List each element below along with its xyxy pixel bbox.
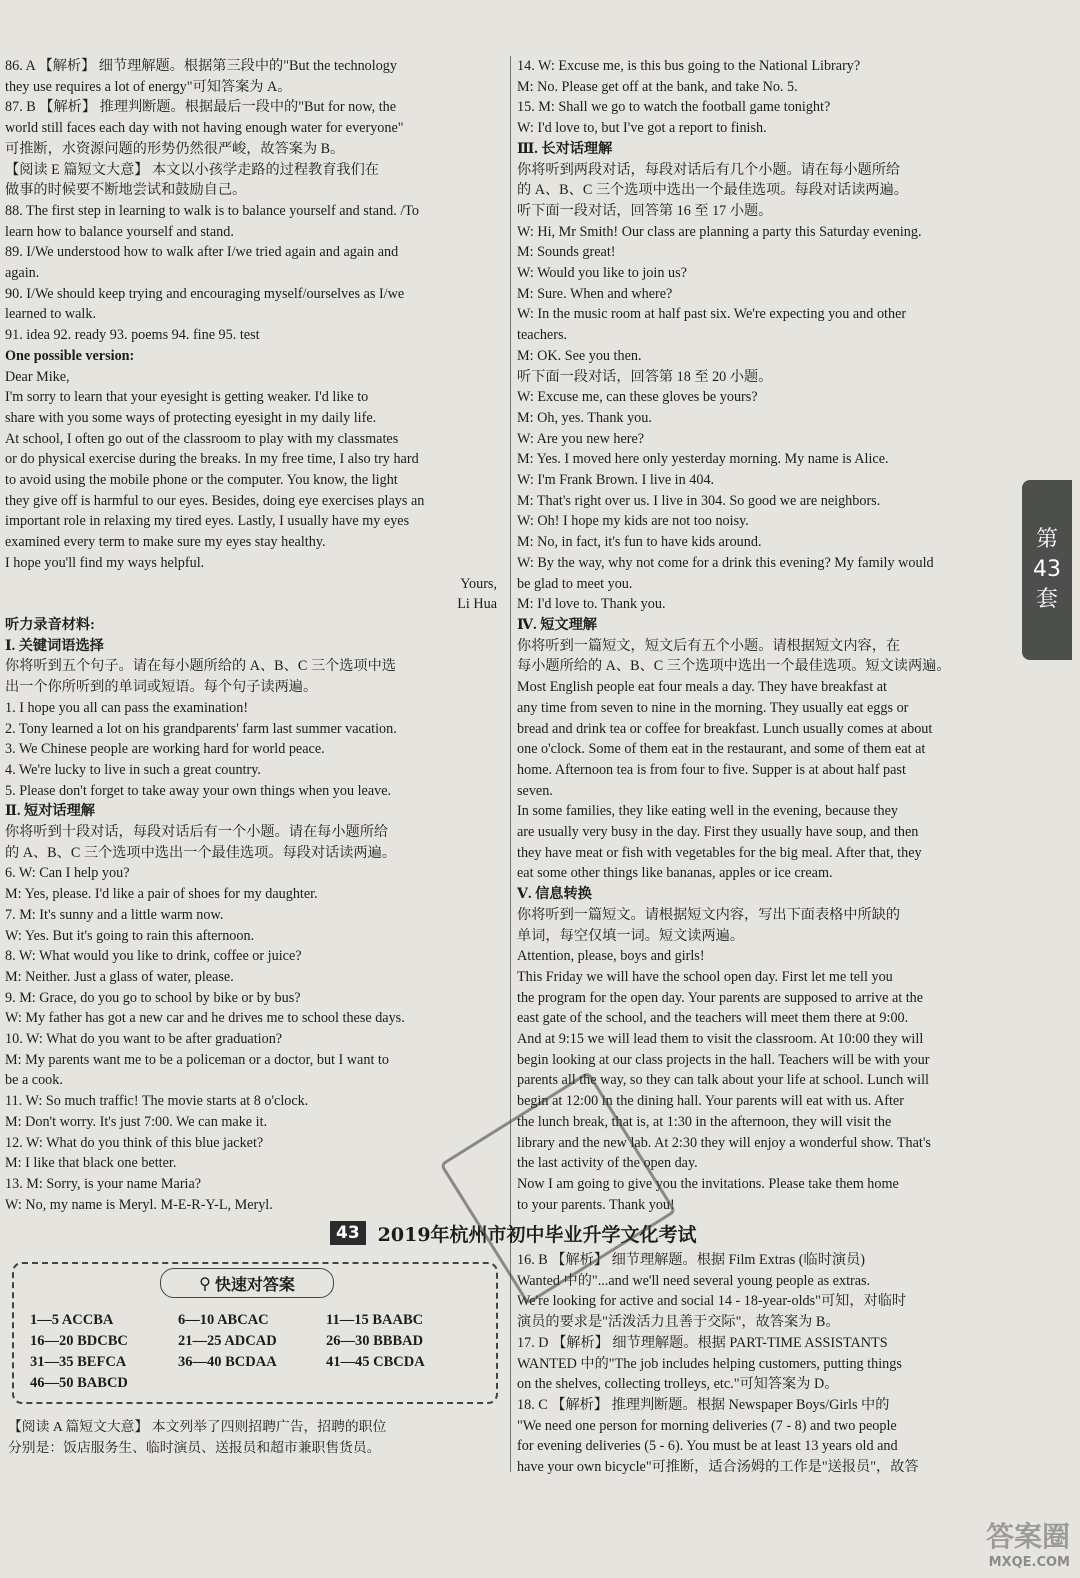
text-line: Yours,: [460, 575, 497, 592]
text-line: M: Yes, please. I'd like a pair of shoes for my daughter.: [5, 886, 318, 903]
answer-row: [30, 1375, 500, 1396]
answer-cell: 46—50 BABCD: [30, 1375, 128, 1391]
text-line: W: By the way, why not come for a drink this evening? My family would: [517, 554, 934, 571]
text-line: Ⅱ. 短对话理解: [5, 803, 95, 820]
text-line: W: Hi, Mr Smith! Our class are planning a party this Saturday evening.: [517, 223, 922, 240]
answer-cell: 26—30 BBBAD: [326, 1333, 424, 1349]
text-line: 7. M: It's sunny and a little warm now.: [5, 906, 224, 923]
answer-cell: [178, 1375, 326, 1396]
text-line: teachers.: [517, 327, 568, 344]
text-line: 9. M: Grace, do you go to school by bike or by bus?: [5, 989, 301, 1006]
text-line: 10. W: What do you want to be after graduation?: [5, 1031, 283, 1048]
answer-cell: 6—10 ABCAC: [178, 1312, 269, 1328]
text-line: 90. I/We should keep trying and encouraging myself/ourselves as I/we: [5, 285, 405, 302]
text-line: I hope you'll find my ways helpful.: [5, 554, 205, 571]
text-line: And at 9:15 we will lead them to visit the classroom. At 10:00 they will: [517, 1031, 924, 1048]
text-line: 听力录音材料:: [5, 616, 95, 633]
text-line: 16. B 【解析】 细节理解题。根据 Film Extras (临时演员): [517, 1252, 865, 1268]
watermark-text: 答案圈: [985, 1520, 1070, 1553]
text-line: 4. We're lucky to live in such a great country.: [5, 761, 261, 778]
text-line: "We need one person for morning deliveries (7 - 8) and two people: [517, 1417, 897, 1434]
text-line: learn how to balance yourself and stand.: [5, 223, 234, 240]
text-line: on the shelves, collecting trolleys, etc."可知答案为 D。: [517, 1376, 839, 1393]
text-line: Ⅴ. 信息转换: [517, 886, 592, 903]
text-line: east gate of the school, and the teachers will meet them there at 9:00.: [517, 1010, 909, 1027]
text-line: W: In the music room at half past six. We're expecting you and other: [517, 306, 907, 323]
text-line: or do physical exercise during the breaks. In my free time, I also try hard: [5, 451, 419, 468]
text-line: W: Would you like to join us?: [517, 265, 687, 282]
text-line: M: Neither. Just a glass of water, please.: [5, 968, 234, 985]
text-line: Most English people eat four meals a day. They have breakfast at: [517, 679, 887, 696]
text-line: 89. I/We understood how to walk after I/we tried again and again and: [5, 244, 399, 261]
text-line: 做事的时候要不断地尝试和鼓励自己。: [5, 182, 247, 199]
text-line: 8. W: What would you like to drink, coffee or juice?: [5, 948, 302, 965]
text-line: 你将听到一篇短文。请根据短文内容，写出下面表格中所缺的: [517, 906, 901, 923]
answer-card-title-text: 快速对答案: [214, 1274, 295, 1294]
text-line: 你将听到五个句子。请在每小题所给的 A、B、C 三个选项中选: [5, 658, 396, 675]
text-line: 【阅读 A 篇短文大意】 本文列举了四则招聘广告，招聘的职位: [8, 1419, 387, 1434]
reading-a-summary: [8, 1416, 508, 1458]
text-line: M: My parents want me to be a policeman or a doctor, but I want to: [5, 1051, 389, 1068]
text-line: parents all the way, so they can talk about your life at school. Lunch will: [517, 1072, 929, 1089]
text-line: important role in relaxing my tired eyes. Lastly, I usually have my eyes: [5, 513, 410, 530]
site-watermark: [900, 1515, 1070, 1570]
watermark-url: MXQE.COM: [988, 1555, 1070, 1570]
left-column: [5, 56, 505, 1215]
text-line: 15. M: Shall we go to watch the football game tonight?: [517, 99, 831, 116]
text-line: I'm sorry to learn that your eyesight is getting weaker. I'd like to: [5, 389, 369, 406]
text-line: world still faces each day with not having enough water for everyone": [5, 120, 404, 137]
text-line: WANTED 中的"The job includes helping customers, putting things: [517, 1355, 902, 1372]
text-line: Ⅲ. 长对话理解: [517, 140, 613, 157]
text-line: M: Don't worry. It's just 7:00. We can make it.: [5, 1113, 268, 1130]
text-line: have your own bicycle"可推断，适合汤姆的工作是"送报员"，故答: [517, 1459, 919, 1476]
answer-row: [30, 1333, 500, 1354]
text-line: again.: [5, 265, 40, 282]
side-tab-bottom: 套: [1035, 587, 1058, 612]
answer-card-title: [160, 1268, 334, 1298]
text-line: W: Yes. But it's going to rain this afternoon.: [5, 927, 255, 944]
text-line: M: No. Please get off at the bank, and take No. 5.: [517, 78, 798, 95]
text-line: In some families, they like eating well in the evening, because they: [517, 803, 898, 820]
text-line: learned to walk.: [5, 306, 96, 323]
text-line: Li Hua: [457, 596, 497, 613]
text-line: 86. A 【解析】 细节理解题。根据第三段中的"But the technology: [5, 58, 397, 74]
text-line: 5. Please don't forget to take away your own things when you leave.: [5, 782, 392, 799]
text-line: Wanted 中的"...and we'll need several young people as extras.: [517, 1272, 871, 1289]
text-line: 88. The first step in learning to walk is to balance yourself and stand. /To: [5, 202, 420, 219]
text-line: M: Sure. When and where?: [517, 285, 673, 302]
text-line: One possible version:: [5, 347, 135, 364]
text-line: M: Yes. I moved here only yesterday morning. My name is Alice.: [517, 451, 889, 468]
side-tab-number: 43: [1033, 557, 1061, 582]
text-line: W: Oh! I hope my kids are not too noisy.: [517, 513, 749, 530]
text-line: 【阅读 E 篇短文大意】 本文以小孩学走路的过程教育我们在: [5, 161, 379, 178]
text-line: the last activity of the open day.: [517, 1155, 698, 1172]
text-line: M: No, in fact, it's fun to have kids around.: [517, 534, 762, 551]
text-line: home. Afternoon tea is from four to five. Supper is at about half past: [517, 761, 906, 778]
text-line: 听下面一段对话，回答第 18 至 20 小题。: [517, 368, 773, 385]
answer-cell: 16—20 BDCBC: [30, 1333, 128, 1349]
text-line: Attention, please, boys and girls!: [517, 948, 705, 965]
text-line: to your parents. Thank you!: [517, 1196, 675, 1213]
text-line: 3. We Chinese people are working hard for world peace.: [5, 741, 325, 758]
text-line: 分别是：饭店服务生、临时演员、送报员和超市兼职售货员。: [8, 1440, 381, 1455]
text-line: be a cook.: [5, 1072, 63, 1089]
text-line: Now I am going to give you the invitations. Please take them home: [517, 1175, 899, 1192]
answer-cell: 21—25 ADCAD: [178, 1333, 277, 1349]
text-line: M: That's right over us. I live in 304. So good we are neighbors.: [517, 492, 881, 509]
right-column-answers: [517, 1250, 1017, 1478]
text-line: they use requires a lot of energy"可知答案为 A。: [5, 78, 292, 95]
side-tab-top: 第: [1035, 527, 1058, 552]
text-line: M: OK. See you then.: [517, 347, 642, 364]
text-line: W: I'm Frank Brown. I live in 404.: [517, 472, 715, 489]
answer-cell: 11—15 BAABC: [326, 1312, 424, 1328]
text-line: 可推断，水资源问题的形势仍然很严峻，故答案为 B。: [5, 140, 345, 157]
text-line: 1. I hope you all can pass the examination!: [5, 699, 249, 716]
text-line: 11. W: So much traffic! The movie starts at 8 o'clock.: [5, 1093, 309, 1110]
text-line: 17. D 【解析】 细节理解题。根据 PART-TIME ASSISTANTS: [517, 1334, 888, 1351]
text-line: W: My father has got a new car and he drives me to school these days.: [5, 1010, 405, 1027]
answer-list: [30, 1312, 500, 1396]
answer-cell: [326, 1375, 474, 1396]
text-line: the program for the open day. Your parents are supposed to arrive at the: [517, 989, 924, 1006]
side-tab: [1022, 480, 1072, 660]
text-line: Ⅳ. 短文理解: [517, 616, 597, 633]
text-line: they give off is harmful to our eyes. Besides, doing eye exercises plays an: [5, 492, 425, 509]
text-line: 出一个你所听到的单词或短语。每个句子读两遍。: [5, 679, 318, 696]
answer-cell: 31—35 BEFCA: [30, 1354, 127, 1370]
text-line: 的 A、B、C 三个选项中选出一个最佳选项。每段对话读两遍。: [5, 844, 396, 861]
text-line: 你将听到两段对话，每段对话后有几个小题。请在每小题所给: [517, 161, 901, 178]
answer-row: [30, 1354, 500, 1375]
text-line: 6. W: Can I help you?: [5, 865, 130, 882]
text-line: 每小题所给的 A、B、C 三个选项中选出一个最佳选项。短文读两遍。: [517, 658, 951, 675]
test-title: 2019年杭州市初中毕业升学文化考试: [377, 1223, 697, 1246]
right-column: [517, 56, 1017, 1215]
test-number-badge: 43: [330, 1221, 366, 1245]
text-line: This Friday we will have the school open day. First let me tell you: [517, 968, 893, 985]
text-line: any time from seven to nine in the morning. They usually eat eggs or: [517, 699, 909, 716]
text-line: 2. Tony learned a lot on his grandparents' farm last summer vacation.: [5, 720, 397, 737]
text-line: 单词，每空仅填一词。短文读两遍。: [517, 927, 745, 944]
text-line: W: Are you new here?: [517, 430, 645, 447]
text-line: W: I'd love to, but I've got a report to finish.: [517, 120, 767, 137]
text-line: examined every term to make sure my eyes stay healthy.: [5, 534, 326, 551]
text-line: seven.: [517, 782, 553, 799]
text-line: 14. W: Excuse me, is this bus going to the National Library?: [517, 58, 861, 74]
text-line: At school, I often go out of the classroom to play with my classmates: [5, 430, 399, 447]
text-line: M: Oh, yes. Thank you.: [517, 409, 652, 426]
answer-cell: 1—5 ACCBA: [30, 1312, 114, 1328]
text-line: begin looking at our class projects in the hall. Teachers will be with your: [517, 1051, 930, 1068]
text-line: be glad to meet you.: [517, 575, 633, 592]
text-line: 13. M: Sorry, is your name Maria?: [5, 1175, 202, 1192]
text-line: 18. C 【解析】 推理判断题。根据 Newspaper Boys/Girls 中的: [517, 1396, 890, 1413]
text-line: 听下面一段对话，回答第 16 至 17 小题。: [517, 202, 773, 219]
text-line: W: Excuse me, can these gloves be yours?: [517, 389, 758, 406]
text-line: Dear Mike,: [5, 368, 70, 385]
text-line: M: I'd love to. Thank you.: [517, 596, 666, 613]
answer-row: [30, 1312, 500, 1333]
text-line: for evening deliveries (5 - 6). You must be at least 13 years old and: [517, 1438, 898, 1455]
magnifier-icon: ⚲: [199, 1273, 211, 1293]
answer-cell: 36—40 BCDAA: [178, 1354, 277, 1370]
text-line: one o'clock. Some of them eat in the restaurant, and some of them eat at: [517, 741, 926, 758]
text-line: 87. B 【解析】 推理判断题。根据最后一段中的"But for now, the: [5, 99, 397, 116]
text-line: 演员的要求是"活泼活力且善于交际"，故答案为 B。: [517, 1314, 840, 1331]
text-line: are usually very busy in the day. First they usually have soup, and then: [517, 824, 919, 841]
answer-cell: 41—45 CBCDA: [326, 1354, 425, 1370]
text-line: to avoid using the mobile phone or the computer. You know, the light: [5, 472, 398, 489]
text-line: W: No, my name is Meryl. M-E-R-Y-L, Meryl.: [5, 1196, 273, 1213]
text-line: bread and drink tea or coffee for breakfast. Lunch usually comes at about: [517, 720, 933, 737]
text-line: 91. idea 92. ready 93. poems 94. fine 95. test: [5, 327, 260, 344]
text-line: 你将听到十段对话，每段对话后有一个小题。请在每小题所给: [5, 824, 389, 841]
text-line: share with you some ways of protecting eyesight in my daily life.: [5, 409, 377, 426]
text-line: 你将听到一篇短文，短文后有五个小题。请根据短文内容，在: [517, 637, 901, 654]
text-line: 的 A、B、C 三个选项中选出一个最佳选项。每段对话读两遍。: [517, 182, 908, 199]
text-line: Ⅰ. 关键词语选择: [5, 637, 104, 654]
text-line: library and the new lab. At 2:30 they will enjoy a wonderful show. That's: [517, 1134, 931, 1151]
text-line: eat some other things like bananas, apples or ice cream.: [517, 865, 833, 882]
text-line: the lunch break, that is, at 1:30 in the afternoon, they will visit the: [517, 1113, 892, 1130]
text-line: 12. W: What do you think of this blue jacket?: [5, 1134, 264, 1151]
text-line: M: I like that black one better.: [5, 1155, 177, 1172]
text-line: We're looking for active and social 14 - 18-year-olds"可知，对临时: [517, 1293, 907, 1310]
text-line: they have meat or fish with vegetables for the big meal. After that, they: [517, 844, 922, 861]
text-line: begin at 12:00 in the dining hall. Your parents will eat with us. After: [517, 1093, 904, 1110]
text-line: M: Sounds great!: [517, 244, 616, 261]
